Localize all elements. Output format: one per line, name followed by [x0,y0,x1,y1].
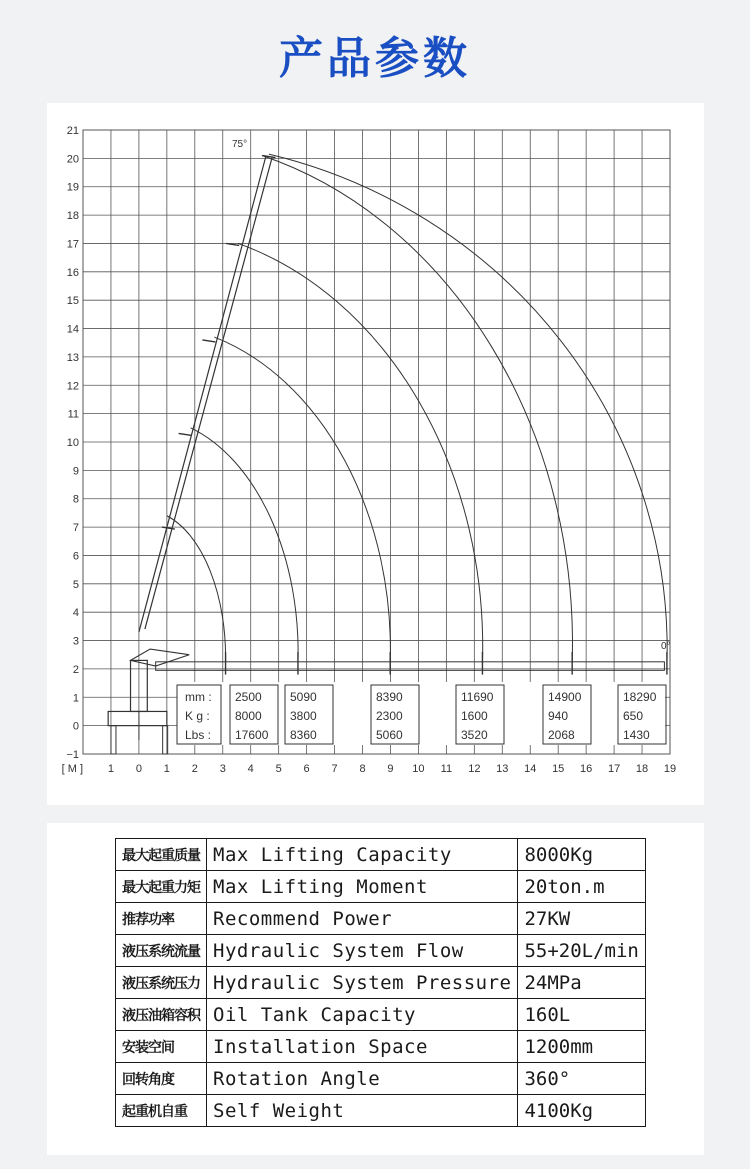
x-tick-label: 12 [468,763,481,775]
spec-row [116,1031,646,1063]
spec-label-en: Oil Tank Capacity [207,999,518,1031]
spec-label-cn: 安装空间 [116,1031,207,1063]
spec-row [116,871,646,903]
spec-row [116,839,646,871]
range-arc [269,154,667,663]
load-table-cell: 3520 [461,728,488,742]
spec-row [116,967,646,999]
x-tick-label: 11 [440,763,453,775]
x-tick-label: 6 [303,763,310,775]
spec-label-cn: 最大起重力矩 [116,871,207,903]
spec-value: 27KW [518,903,645,935]
x-tick-label: 1 [107,763,115,775]
load-table-cell: 940 [548,709,569,723]
load-table-cell: 8390 [376,690,403,704]
x-tick-label: 19 [663,763,677,775]
y-tick-label: 20 [66,153,79,166]
spec-row [116,935,646,967]
spec-label-en: Recommend Power [207,903,518,935]
y-tick-label: 6 [72,550,79,563]
load-table-cell: 17600 [235,728,269,742]
x-tick-label: 2 [191,763,198,775]
y-tick-label: −1 [66,749,79,761]
spec-value: 20ton.m [518,871,645,903]
x-tick-label: 14 [524,763,537,775]
x-tick-label: 3 [219,763,226,775]
page-title: 产品参数 [279,33,471,84]
crane-base [108,711,167,725]
load-table-cell: 650 [623,709,644,723]
y-tick-label: 3 [72,635,79,648]
spec-row [116,903,646,935]
x-tick-label: 15 [552,763,565,775]
load-table-cell: 2068 [548,728,575,742]
x-tick-label: 1 [163,763,170,775]
x-tick-label: 18 [635,763,649,775]
x-tick-label: 10 [412,763,425,775]
boom-section-joint [202,340,215,342]
load-table-cell: 8360 [290,728,317,742]
angle-label-75: 75° [232,139,248,150]
load-table-cell: 1430 [623,728,650,742]
spec-label-cn: 起重机自重 [116,1095,207,1127]
spec-label-en: Max Lifting Moment [207,871,518,903]
y-tick-label: 4 [72,607,79,620]
load-table-cell: 3800 [290,709,317,723]
y-tick-label: 11 [67,408,79,421]
spec-label-en: Rotation Angle [207,1063,518,1095]
load-table-cell: 1600 [461,709,488,723]
y-tick-label: 5 [72,578,79,591]
spec-label-cn: 最大起重质量 [116,839,207,871]
load-table-cell: 14900 [548,690,582,704]
load-table-row-label: K g : [185,709,210,723]
boom-outline [145,158,272,630]
load-chart-panel [47,103,704,805]
y-tick-label: 2 [72,663,79,676]
x-tick-label: [ M ] [61,763,83,775]
y-tick-label: 9 [72,465,79,478]
x-tick-label: 13 [496,763,509,775]
boom-section-joint [179,433,192,435]
spec-value: 360° [518,1063,645,1095]
y-tick-label: 18 [66,210,79,223]
load-table-cell: 5060 [376,728,403,742]
y-tick-label: 7 [72,522,79,535]
boom-outline [139,156,266,633]
range-arc [214,337,390,663]
spec-label-cn: 液压系统压力 [116,967,207,999]
spec-value: 160L [518,999,645,1031]
y-tick-label: 1 [72,692,79,705]
range-arc [167,516,226,663]
range-arc [262,156,573,664]
x-tick-label: 17 [607,763,621,775]
load-table-cell: 2300 [376,709,403,723]
spec-label-en: Max Lifting Capacity [207,839,518,871]
range-arc [191,428,298,663]
y-tick-label: 10 [66,437,79,449]
crane-folded-arm [131,649,190,666]
y-tick-label: 12 [66,380,79,393]
load-chart [47,103,704,805]
spec-panel [47,823,704,1155]
spec-label-cn: 液压系统流量 [116,935,207,967]
x-tick-label: 7 [331,763,338,775]
load-table-cell: 8000 [235,709,262,723]
x-tick-label: 4 [247,763,254,775]
spec-label-cn: 液压油箱容积 [116,999,207,1031]
y-tick-label: 19 [66,181,79,194]
spec-label-en: Hydraulic System Pressure [207,967,518,999]
x-tick-label: 9 [387,763,394,775]
y-tick-label: 8 [72,493,79,506]
y-tick-label: 14 [66,323,79,336]
load-table-cell: 2500 [235,690,262,704]
load-table-cell: 11690 [461,690,494,704]
y-tick-label: 16 [66,266,79,279]
spec-value: 24MPa [518,967,645,999]
load-table-row-label: mm : [185,690,212,704]
x-tick-label: 0 [135,763,142,775]
y-tick-label: 17 [66,238,79,251]
load-table-row-label: Lbs : [185,728,212,742]
spec-value: 8000Kg [518,839,645,871]
spec-value: 55+20L/min [518,935,645,967]
outrigger-leg [111,726,116,754]
spec-label-cn: 推荐功率 [116,903,207,935]
spec-row [116,999,646,1031]
spec-label-en: Hydraulic System Flow [207,935,518,967]
spec-label-en: Installation Space [207,1031,518,1063]
y-tick-label: 15 [66,295,79,308]
x-tick-label: 5 [275,763,282,775]
load-table-cell: 18290 [623,690,657,704]
load-table-cell: 5090 [290,690,317,704]
spec-value: 1200mm [518,1031,645,1063]
y-tick-label: 21 [66,125,79,137]
spec-row [116,1095,646,1127]
y-tick-label: 0 [72,720,79,733]
angle-label-0: 0° [661,641,671,652]
x-tick-label: 16 [580,763,593,775]
spec-label-cn: 回转角度 [116,1063,207,1095]
x-tick-label: 8 [359,763,366,775]
spec-value: 4100Kg [518,1095,645,1127]
y-tick-label: 13 [66,351,79,364]
spec-label-en: Self Weight [207,1095,518,1127]
spec-row [116,1063,646,1095]
spec-table [115,838,646,1127]
